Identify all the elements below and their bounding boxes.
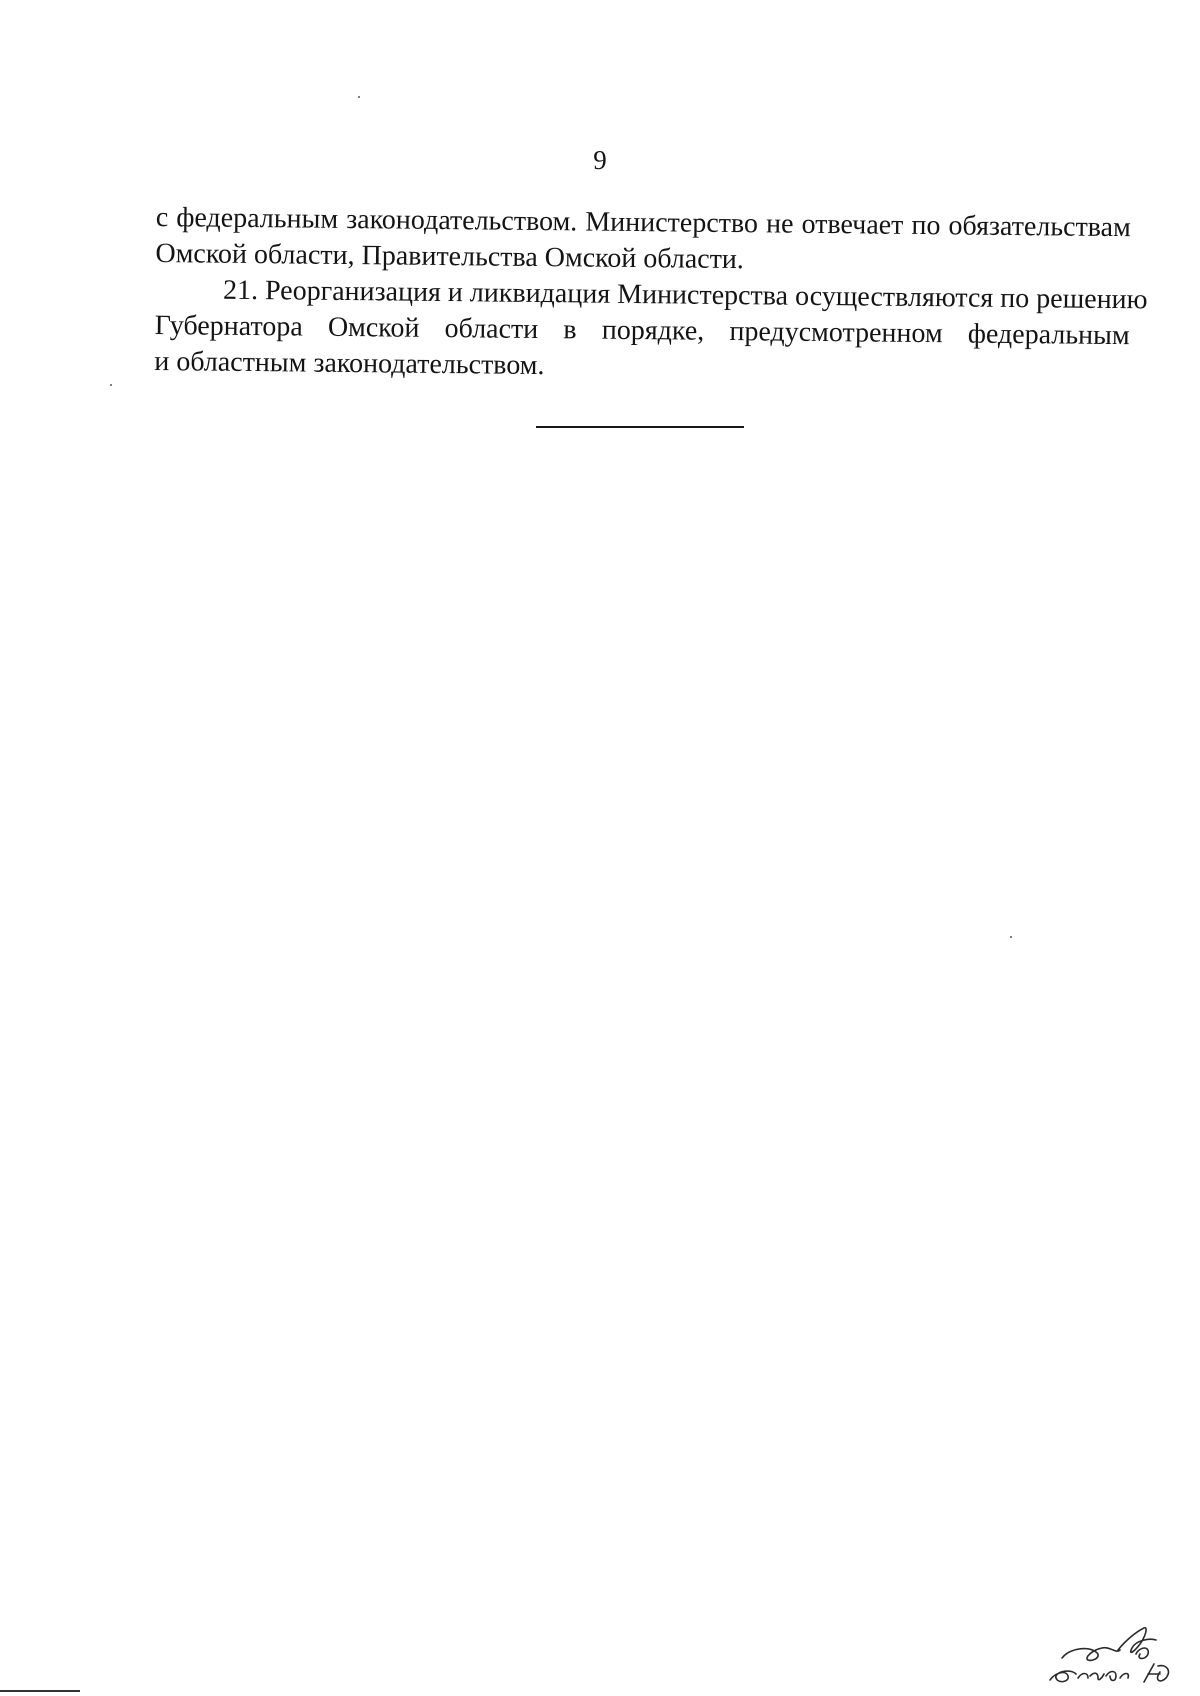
text-line: Омской области, Правительства Омской области. [155,237,745,276]
page-number: 9 [593,145,607,175]
text-line: и областным законодательством. [154,345,545,382]
text-line: 21. Реорганизация и ликвидация Министерства осуществляются по решению [222,274,1148,316]
scan-speck [1010,936,1012,938]
scan-speck [358,96,360,98]
paragraph-clause-21 [154,272,1148,390]
scan-speck [110,384,112,386]
scan-edge-mark [0,1690,80,1692]
document-body [154,200,1148,390]
paragraph-continuation [155,200,1131,282]
text-line: с федеральным законодательством. Министерство не отвечает по обязательствам [155,201,1131,244]
handwritten-signature [1040,1610,1190,1690]
end-of-document-rule [536,426,744,428]
text-line: Губернатора Омской области в порядке, предусмотренном федеральным [154,309,1130,352]
